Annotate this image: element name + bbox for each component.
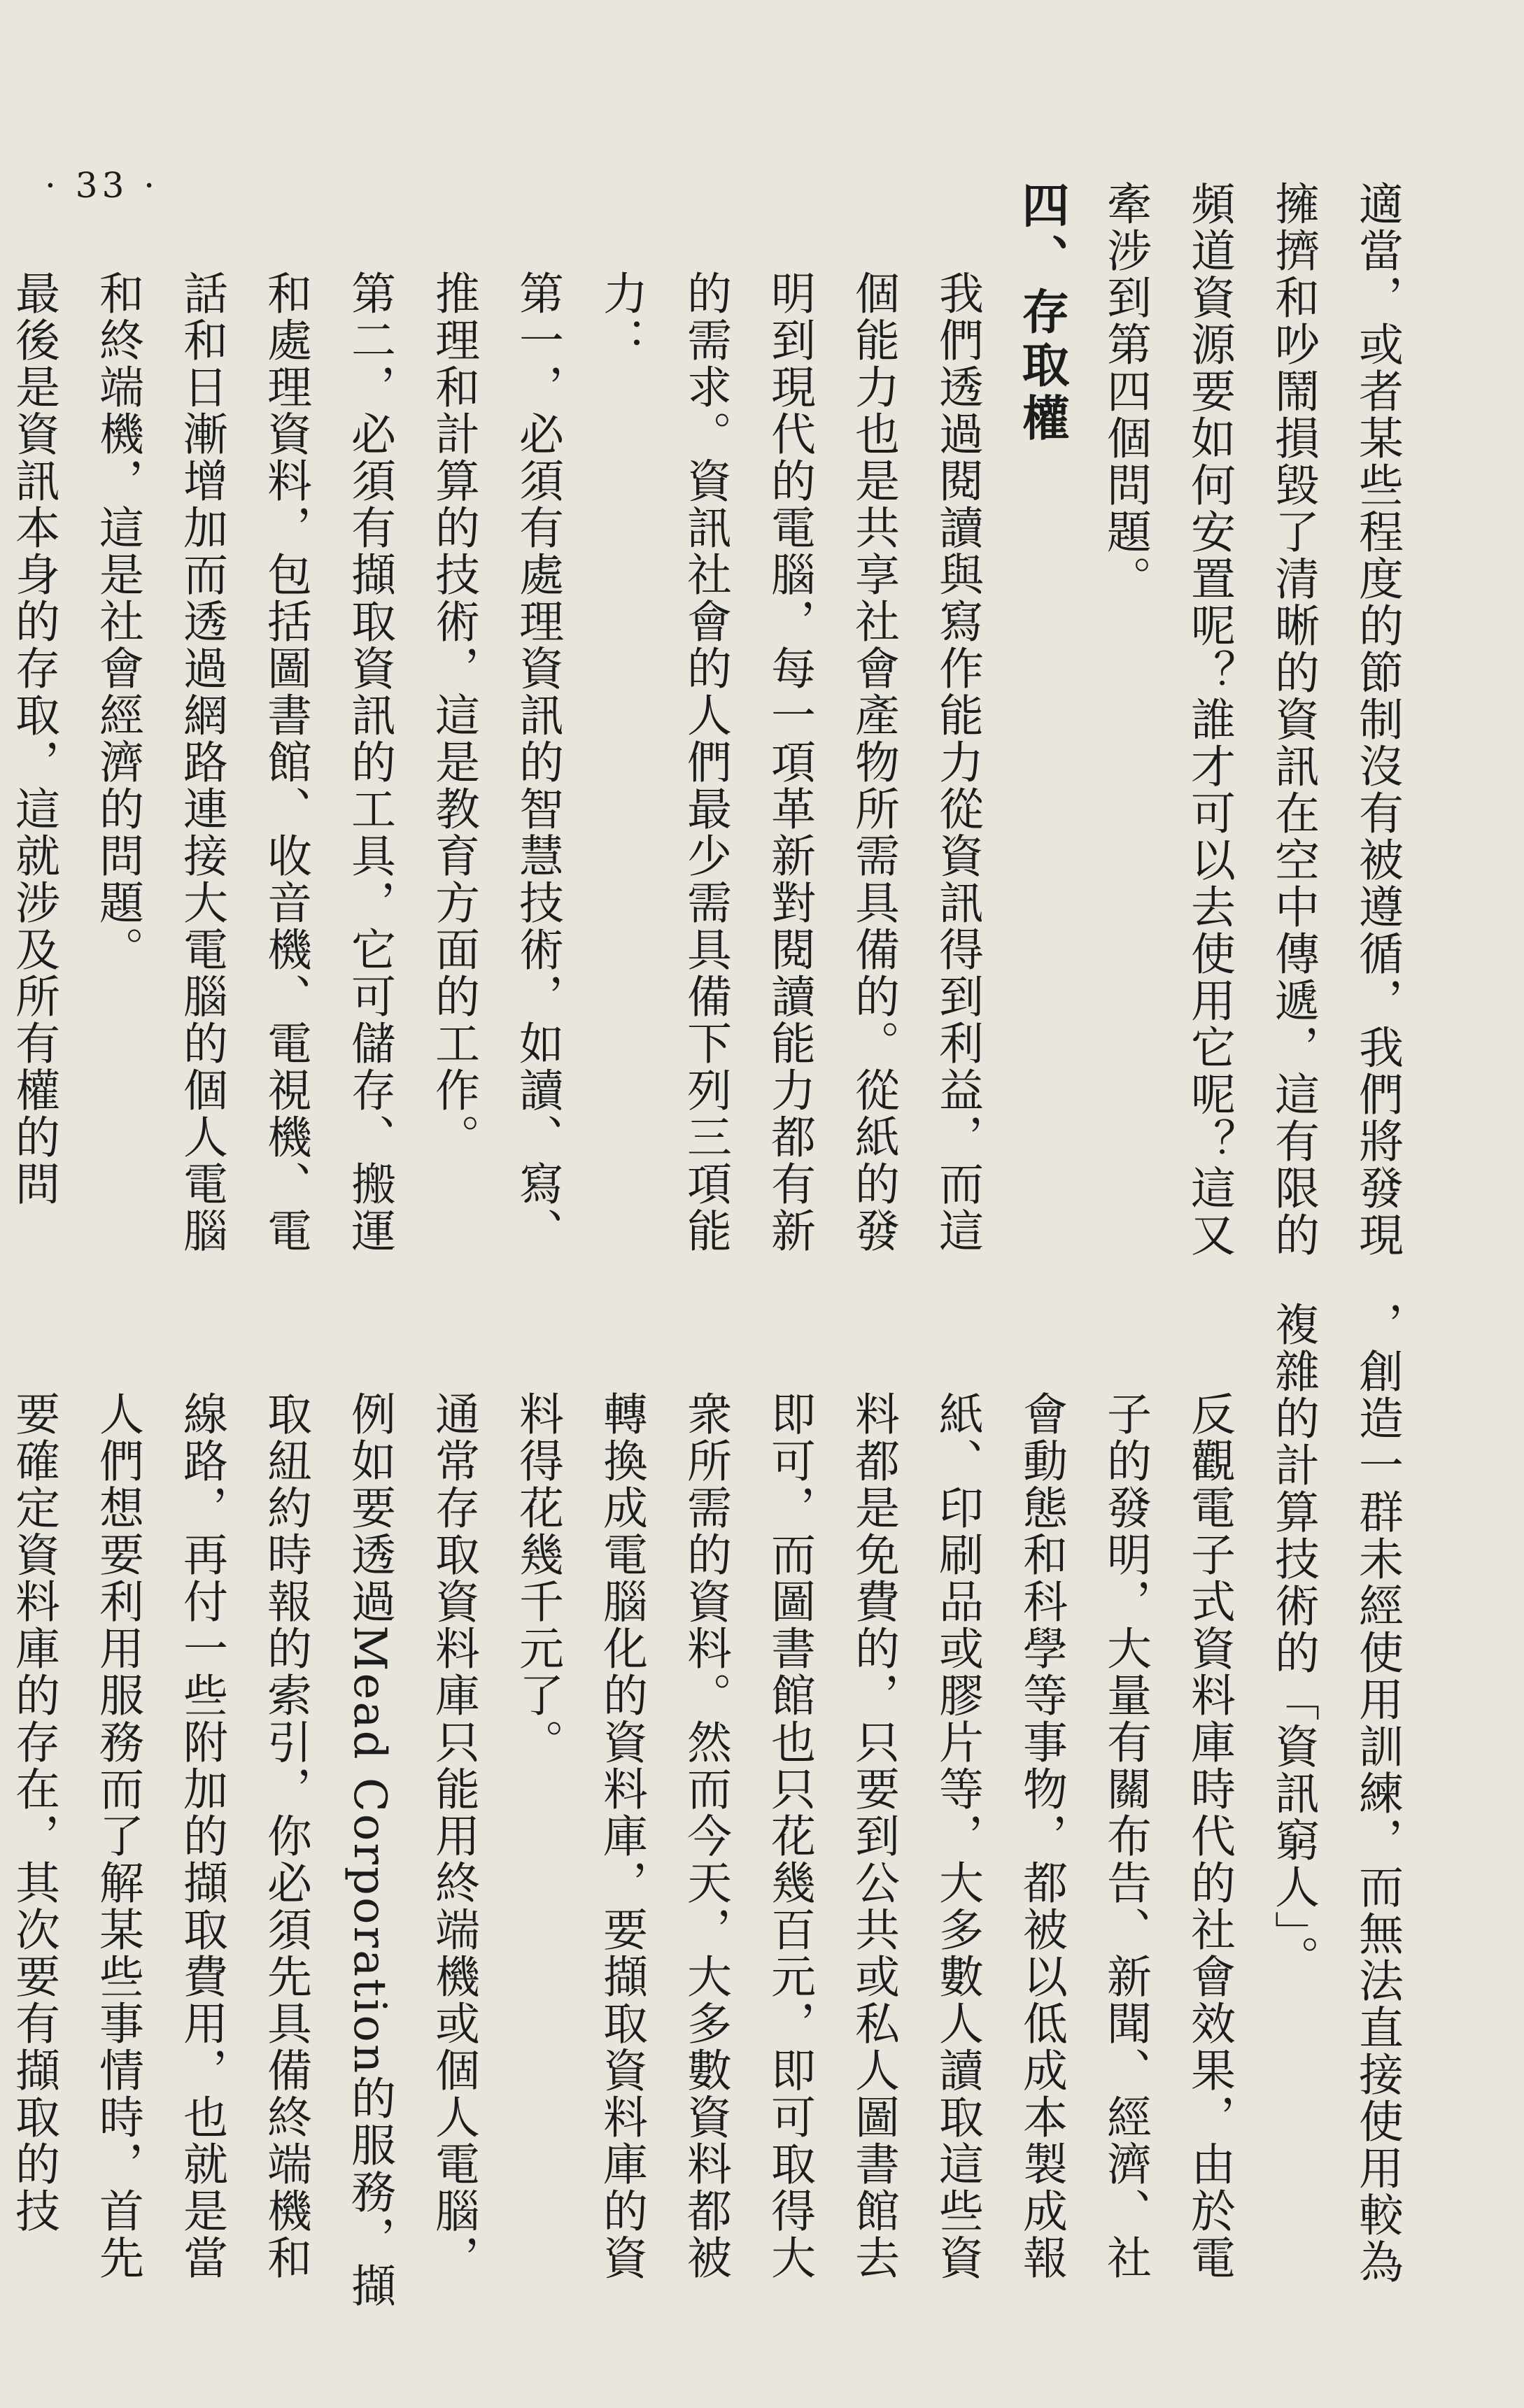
paragraph: ，創造一群未經使用訓練，而無法直接使用較為複雜的計算技術的「資訊窮人」。 — [1267, 1301, 1403, 2286]
text-block-bottom — [8, 1301, 1419, 2323]
section-heading: 四、存取權 — [1014, 180, 1069, 446]
paragraph: 第二，必須有擷取資訊的工具，它可儲存、搬運和處理資料，包括圖書館、收音機、電視機、電話和日漸增加而透過網路連接大電腦的個人電腦和終端機，這是社會經濟的問題。 — [92, 270, 395, 1254]
paragraph: 通常存取資料庫只能用終端機或個人電腦，例如要透過Mead Corporation的服務，擷取紐約時報的索引，你必須先具備終端機和線路，再付一些附加的擷取費用，也就是當人們想要利用服務而了解某些事情時，首先要確定資料庫的存在，其次要有擷取的技 — [8, 1391, 479, 2310]
paragraph: 反觀電子式資料庫時代的社會效果，由於電子的發明，大量有關布告、新聞、經濟、社會動態和科學等事物，都被以低成本製成報紙、印刷品或膠片等，大多數人讀取這些資料都是免費的，只要到公共或私人圖書館去即可，而圖書館也只花幾百元，即可取得大衆所需的資料。然而今天，大多數資料都被轉換成電腦化的資料庫，要擷取資料庫的資料得花幾千元了。 — [511, 1391, 1235, 2281]
paragraph: 適當，或者某些程度的節制沒有被遵循，我們將發現擁擠和吵鬧損毀了清晰的資訊在空中傳遞，這有限的頻道資源要如何安置呢？誰才可以去使用它呢？這又牽涉到第四個問題。 — [1099, 180, 1403, 1259]
page-number: · 33 · — [45, 165, 160, 206]
paragraph: 最後是資訊本身的存取，這就涉及所有權的問 — [8, 270, 59, 1207]
paragraph: 我們透過閱讀與寫作能力從資訊得到利益，而這個能力也是共享社會產物所需具備的。從紙的發明到現代的電腦，每一項革新對閱讀能力都有新的需求。資訊社會的人們最少需具備下列三項能力： — [595, 270, 983, 1254]
paragraph: 第一，必須有處理資訊的智慧技術，如讀、寫、推理和計算的技術，這是教育方面的工作。 — [428, 270, 563, 1254]
text-block-top — [8, 180, 1419, 1286]
